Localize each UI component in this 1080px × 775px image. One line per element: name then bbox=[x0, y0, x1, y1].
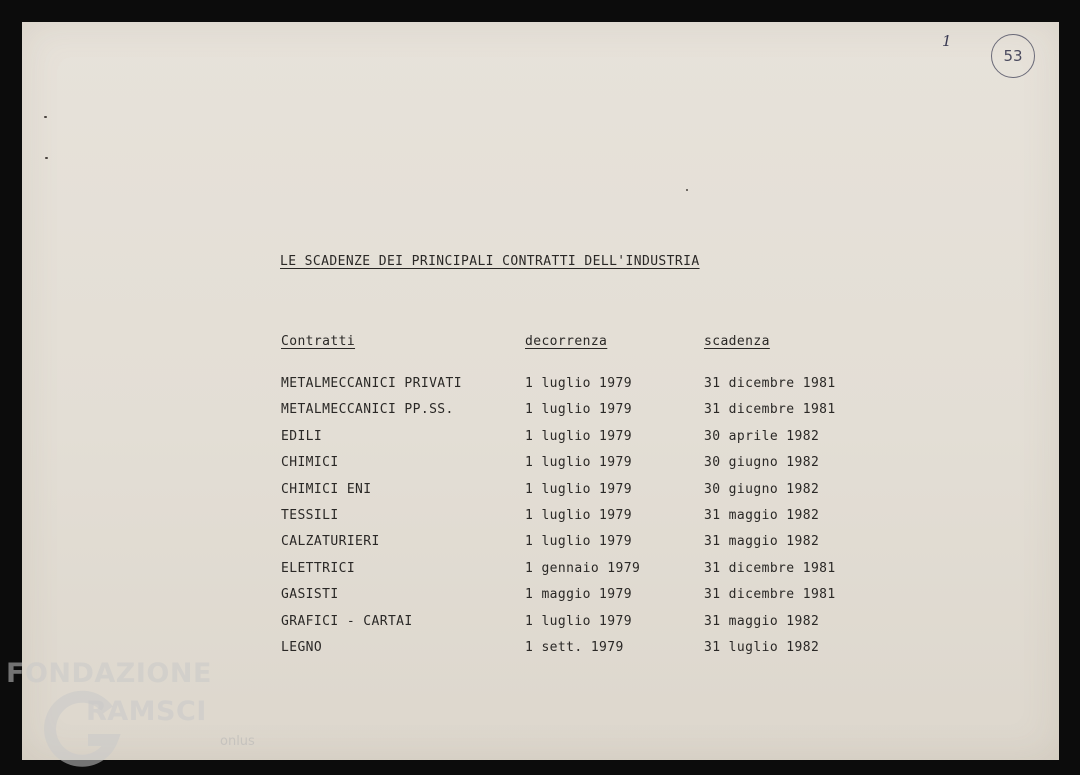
start-date: 1 luglio 1979 bbox=[525, 481, 632, 497]
end-date: 31 dicembre 1981 bbox=[704, 560, 836, 576]
end-date: 31 luglio 1982 bbox=[704, 639, 820, 655]
table-row bbox=[22, 614, 1059, 640]
document-page bbox=[22, 22, 1059, 760]
end-date: 31 dicembre 1981 bbox=[704, 376, 836, 391]
contract-name: CALZATURIERI bbox=[281, 534, 380, 550]
table-row bbox=[22, 376, 1059, 402]
start-date: 1 luglio 1979 bbox=[525, 376, 632, 391]
end-date: 30 giugno 1982 bbox=[704, 455, 820, 471]
end-date: 31 maggio 1982 bbox=[704, 534, 820, 550]
start-date: 1 luglio 1979 bbox=[525, 402, 632, 418]
table-row bbox=[22, 508, 1059, 534]
contract-name: METALMECCANICI PP.SS. bbox=[281, 402, 454, 418]
table-row bbox=[22, 482, 1059, 508]
contract-name: GRAFICI - CARTAI bbox=[281, 613, 413, 629]
fondazione-gramsci-watermark bbox=[6, 654, 276, 774]
start-date: 1 sett. 1979 bbox=[525, 639, 624, 655]
start-date: 1 luglio 1979 bbox=[525, 534, 632, 550]
table-row bbox=[22, 402, 1059, 428]
contract-name: METALMECCANICI PRIVATI bbox=[281, 376, 462, 391]
page-mark: 1 bbox=[942, 32, 952, 50]
end-date: 31 dicembre 1981 bbox=[704, 402, 836, 418]
contract-name: TESSILI bbox=[281, 507, 339, 523]
end-date: 31 dicembre 1981 bbox=[704, 587, 836, 603]
archive-number-stamp: 53 bbox=[991, 34, 1035, 78]
contract-name: EDILI bbox=[281, 428, 323, 444]
start-date: 1 maggio 1979 bbox=[525, 587, 632, 603]
watermark-line2: RAMSCI bbox=[86, 696, 207, 727]
table-row bbox=[22, 534, 1059, 560]
start-date: 1 luglio 1979 bbox=[525, 428, 632, 444]
table-row bbox=[22, 455, 1059, 481]
end-date: 31 maggio 1982 bbox=[704, 613, 820, 629]
contract-name: ELETTRICI bbox=[281, 560, 356, 576]
column-header-contratti: Contratti bbox=[281, 334, 356, 349]
table-row bbox=[22, 429, 1059, 455]
column-header-scadenza: scadenza bbox=[704, 334, 770, 349]
contract-name: LEGNO bbox=[281, 639, 323, 655]
watermark-line1: FONDAZIONE bbox=[6, 658, 212, 689]
start-date: 1 luglio 1979 bbox=[525, 507, 632, 523]
paper-speck bbox=[44, 116, 47, 118]
end-date: 30 aprile 1982 bbox=[704, 428, 820, 444]
contracts-table bbox=[22, 376, 1059, 666]
watermark-suffix: onlus bbox=[220, 734, 255, 749]
start-date: 1 luglio 1979 bbox=[525, 455, 632, 471]
end-date: 30 giugno 1982 bbox=[704, 481, 820, 497]
start-date: 1 gennaio 1979 bbox=[525, 560, 641, 576]
table-row bbox=[22, 561, 1059, 587]
contract-name: CHIMICI bbox=[281, 455, 339, 471]
end-date: 31 maggio 1982 bbox=[704, 507, 820, 523]
paper-speck bbox=[45, 157, 48, 159]
column-header-decorrenza: decorrenza bbox=[525, 334, 608, 349]
table-row bbox=[22, 587, 1059, 613]
paper-speck bbox=[686, 189, 688, 191]
start-date: 1 luglio 1979 bbox=[525, 613, 632, 629]
contract-name: GASISTI bbox=[281, 587, 339, 603]
contract-name: CHIMICI ENI bbox=[281, 481, 372, 497]
document-title: LE SCADENZE DEI PRINCIPALI CONTRATTI DELL'INDUSTRIA bbox=[280, 254, 700, 269]
